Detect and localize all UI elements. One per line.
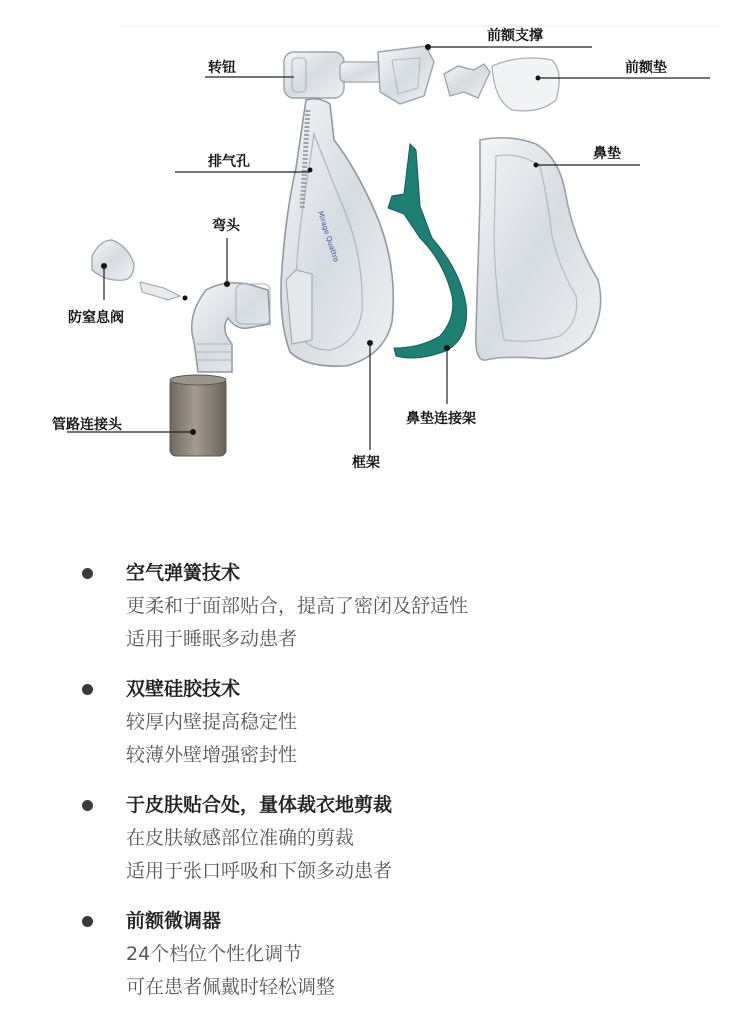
feature-line: 在皮肤敏感部位准确的剪裁 [126, 827, 355, 849]
cushion-clip-part [388, 144, 467, 358]
tube-connector-part [170, 375, 226, 456]
label-vent-holes: 排气孔 [208, 154, 250, 170]
forehead-pad-part [444, 58, 559, 111]
mask-exploded-diagram [0, 0, 750, 500]
anti-asphyxia-valve-part [92, 240, 188, 301]
feature-title: 于皮肤贴合处，量体裁衣地剪裁 [126, 794, 393, 816]
label-anti-asphyxia-valve: 防窒息阀 [68, 310, 124, 326]
leader-lines [67, 47, 710, 450]
nasal-cushion-part [476, 138, 601, 360]
feature-line: 24个档位个性化调节 [126, 943, 303, 965]
label-nasal-cushion: 鼻垫 [593, 146, 621, 162]
label-frame: 框架 [352, 455, 380, 471]
feature-item [82, 561, 702, 661]
feature-item [82, 793, 702, 893]
feature-title: 双壁硅胶技术 [126, 678, 241, 700]
label-forehead-support: 前额支撑 [487, 28, 543, 44]
bullet-icon [82, 916, 93, 927]
label-elbow: 弯头 [212, 218, 240, 234]
label-forehead-pad: 前额垫 [625, 60, 667, 76]
feature-line: 适用于张口呼吸和下颌多动患者 [126, 860, 393, 882]
label-tube-connector: 管路连接头 [52, 417, 122, 433]
feature-line: 更柔和于面部贴合，提高了密闭及舒适性 [126, 595, 469, 617]
feature-line: 较薄外壁增强密封性 [126, 744, 298, 766]
feature-line: 可在患者佩戴时轻松调整 [126, 976, 336, 998]
feature-item [82, 677, 702, 777]
feature-item [82, 909, 702, 1009]
frame-print: Mirage Quattro [316, 210, 341, 263]
forehead-support-part [284, 44, 434, 104]
feature-title: 空气弹簧技术 [126, 562, 241, 584]
elbow-part [192, 281, 270, 372]
label-swivel: 转钮 [208, 60, 236, 76]
bullet-icon [82, 684, 93, 695]
feature-line: 适用于睡眠多动患者 [126, 628, 298, 650]
bullet-icon [82, 568, 93, 579]
feature-title: 前额微调器 [126, 910, 222, 932]
bullet-icon [82, 800, 93, 811]
feature-line: 较厚内壁提高稳定性 [126, 711, 298, 733]
label-cushion-clip: 鼻垫连接架 [406, 411, 476, 427]
frame-part [281, 99, 393, 367]
